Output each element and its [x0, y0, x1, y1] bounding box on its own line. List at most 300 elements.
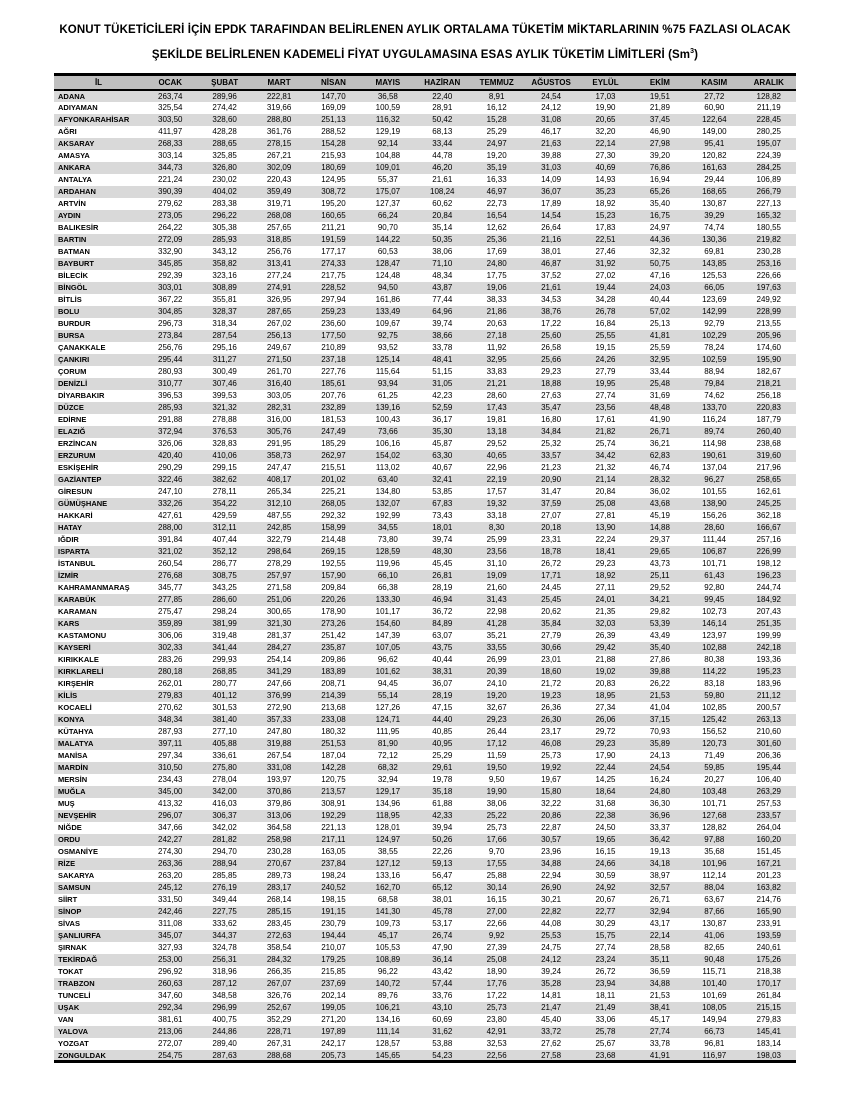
value-cell: 410,06: [212, 451, 237, 461]
value-cell: 299,93: [212, 655, 237, 665]
value-cell: 28,19: [432, 691, 453, 701]
value-cell: 55,14: [377, 691, 398, 701]
value-cell: 22,14: [649, 931, 670, 941]
value-cell: 210,07: [321, 943, 346, 953]
value-cell: 18,78: [541, 547, 562, 557]
value-cell: 32,32: [649, 247, 670, 257]
value-cell: 59,80: [704, 691, 725, 701]
value-cell: 90,48: [704, 955, 725, 965]
table-row: [54, 846, 796, 858]
province-name-cell: ESKİŞEHİR: [58, 463, 99, 473]
value-cell: 297,34: [158, 751, 183, 761]
value-cell: 321,30: [266, 619, 292, 629]
table-row: [54, 462, 796, 474]
value-cell: 17,61: [595, 415, 616, 425]
value-cell: 25,73: [486, 823, 507, 833]
value-cell: 296,07: [158, 811, 183, 821]
column-header: HAZİRAN: [415, 74, 469, 90]
value-cell: 23,01: [541, 655, 562, 665]
value-cell: 36,17: [432, 415, 453, 425]
value-cell: 41,91: [649, 1050, 670, 1060]
value-cell: 44,36: [649, 235, 670, 245]
value-cell: 39,20: [649, 151, 670, 161]
value-cell: 31,10: [486, 559, 507, 569]
value-cell: 106,21: [375, 1003, 401, 1013]
province-name-cell: BİNGÖL: [58, 283, 88, 293]
value-cell: 313,41: [266, 259, 292, 269]
table-row: [54, 330, 796, 342]
value-cell: 71,10: [432, 259, 453, 269]
value-cell: 316,00: [266, 415, 292, 425]
value-cell: 66,05: [704, 283, 725, 293]
value-cell: 183,89: [321, 667, 346, 677]
value-cell: 25,36: [486, 235, 507, 245]
value-cell: 61,43: [704, 571, 725, 581]
value-cell: 109,01: [375, 163, 401, 173]
value-cell: 154,02: [375, 451, 401, 461]
column-header: İL: [54, 74, 143, 90]
value-cell: 26,22: [649, 679, 670, 689]
province-name-cell: KARABÜK: [58, 595, 96, 605]
value-cell: 367,22: [158, 295, 183, 305]
value-cell: 27,34: [595, 703, 616, 713]
column-header: NİSAN: [306, 74, 360, 90]
value-cell: 240,61: [756, 943, 781, 953]
value-cell: 407,44: [212, 535, 237, 545]
column-header: MAYIS: [361, 74, 415, 90]
value-cell: 96,27: [704, 475, 725, 485]
value-cell: 27,11: [595, 583, 616, 593]
province-name-cell: KIRŞEHİR: [58, 679, 94, 689]
province-name-cell: HAKKARİ: [58, 511, 93, 521]
value-cell: 37,59: [541, 499, 562, 509]
value-cell: 214,76: [756, 895, 781, 905]
value-cell: 230,28: [266, 847, 292, 857]
value-cell: 192,99: [375, 511, 401, 521]
value-cell: 37,45: [649, 115, 670, 125]
value-cell: 257,53: [756, 799, 781, 809]
table-row: [54, 1038, 796, 1050]
value-cell: 19,90: [595, 103, 616, 113]
value-cell: 162,61: [756, 487, 781, 497]
value-cell: 31,03: [541, 163, 562, 173]
value-cell: 397,11: [158, 739, 183, 749]
value-cell: 34,18: [649, 859, 670, 869]
value-cell: 59,85: [704, 763, 725, 773]
value-cell: 26,71: [649, 895, 670, 905]
value-cell: 249,92: [756, 295, 781, 305]
table-row: [54, 750, 796, 762]
value-cell: 65,26: [649, 187, 670, 197]
value-cell: 296,99: [212, 1003, 237, 1013]
value-cell: 21,53: [649, 991, 670, 1001]
column-header: AĞUSTOS: [524, 74, 578, 90]
value-cell: 24,66: [595, 859, 616, 869]
value-cell: 24,80: [486, 259, 507, 269]
value-cell: 487,55: [266, 511, 292, 521]
value-cell: 247,10: [158, 487, 183, 497]
value-cell: 27,74: [595, 943, 616, 953]
province-name-cell: KARAMAN: [58, 607, 97, 617]
value-cell: 55,37: [377, 175, 398, 185]
value-cell: 19,06: [486, 283, 507, 293]
value-cell: 187,79: [756, 415, 781, 425]
table-row: [54, 594, 796, 606]
value-cell: 26,30: [541, 715, 562, 725]
value-cell: 80,38: [704, 655, 725, 665]
value-cell: 44,40: [432, 715, 453, 725]
value-cell: 376,99: [266, 691, 292, 701]
value-cell: 35,11: [650, 955, 670, 965]
value-cell: 19,95: [595, 379, 616, 389]
value-cell: 318,85: [266, 235, 292, 245]
value-cell: 40,85: [432, 727, 453, 737]
value-cell: 27,58: [541, 1050, 562, 1060]
value-cell: 145,41: [756, 1027, 781, 1037]
value-cell: 280,18: [158, 667, 183, 677]
value-cell: 358,73: [266, 451, 292, 461]
value-cell: 21,16: [541, 235, 562, 245]
value-cell: 16,24: [649, 775, 670, 785]
value-cell: 20,18: [541, 523, 562, 533]
value-cell: 20,83: [595, 679, 616, 689]
value-cell: 254,75: [158, 1050, 183, 1060]
value-cell: 22,51: [595, 235, 616, 245]
table-row: [54, 582, 796, 594]
value-cell: 376,53: [212, 427, 237, 437]
value-cell: 149,00: [702, 127, 727, 137]
value-cell: 95,41: [704, 139, 725, 149]
value-cell: 20,84: [595, 487, 616, 497]
value-cell: 37,15: [649, 715, 670, 725]
table-row: [54, 474, 796, 486]
value-cell: 88,04: [704, 883, 725, 893]
value-cell: 82,65: [704, 943, 725, 953]
table-row: [54, 906, 796, 918]
value-cell: 199,05: [321, 1003, 346, 1013]
value-cell: 11,59: [486, 751, 507, 761]
province-name-cell: VAN: [58, 1015, 74, 1025]
table-row: [54, 522, 796, 534]
value-cell: 45,78: [432, 907, 453, 917]
value-cell: 13,18: [486, 427, 507, 437]
value-cell: 46,17: [541, 127, 562, 137]
table-row: [54, 198, 796, 210]
value-cell: 221,13: [321, 823, 346, 833]
table-row: [54, 162, 796, 174]
value-cell: 120,73: [702, 739, 727, 749]
value-cell: 205,96: [756, 331, 781, 341]
value-cell: 35,47: [541, 403, 562, 413]
table-row: [54, 810, 796, 822]
table-row: [54, 1050, 796, 1062]
value-cell: 310,50: [158, 763, 183, 773]
value-cell: 19,67: [541, 775, 562, 785]
value-cell: 101,71: [702, 799, 727, 809]
superscript-3: 3: [690, 48, 695, 55]
value-cell: 127,26: [375, 703, 401, 713]
value-cell: 267,21: [266, 151, 292, 161]
value-cell: 24,45: [541, 583, 562, 593]
value-cell: 113,02: [375, 463, 400, 473]
value-cell: 276,19: [212, 883, 237, 893]
value-cell: 341,29: [266, 667, 292, 677]
value-cell: 12,62: [486, 223, 507, 233]
value-cell: 336,61: [212, 751, 237, 761]
value-cell: 21,82: [595, 427, 616, 437]
value-cell: 16,94: [649, 175, 670, 185]
value-cell: 22,94: [541, 871, 562, 881]
value-cell: 242,17: [321, 1039, 346, 1049]
province-name-cell: SİNOP: [58, 907, 82, 917]
value-cell: 296,22: [212, 211, 237, 221]
value-cell: 48,34: [432, 271, 453, 281]
value-cell: 41,90: [649, 415, 670, 425]
value-cell: 114,22: [702, 667, 727, 677]
value-cell: 321,32: [212, 403, 237, 413]
value-cell: 147,39: [375, 631, 401, 641]
value-cell: 22,38: [595, 811, 616, 821]
value-cell: 257,16: [756, 535, 781, 545]
table-row: [54, 954, 796, 966]
value-cell: 92,79: [704, 319, 725, 329]
value-cell: 16,84: [595, 319, 616, 329]
value-cell: 57,02: [649, 307, 670, 317]
value-cell: 32,53: [486, 1039, 507, 1049]
value-cell: 17,83: [595, 223, 616, 233]
table-row: [54, 966, 796, 978]
table-row: [54, 930, 796, 942]
value-cell: 200,57: [756, 703, 781, 713]
value-cell: 352,12: [212, 547, 237, 557]
value-cell: 125,42: [702, 715, 727, 725]
value-cell: 323,16: [212, 271, 237, 281]
value-cell: 214,39: [321, 691, 346, 701]
value-cell: 316,40: [266, 379, 292, 389]
table-row: [54, 90, 796, 102]
value-cell: 182,67: [756, 367, 781, 377]
value-cell: 24,12: [541, 103, 562, 113]
table-row: [54, 834, 796, 846]
value-cell: 211,21: [321, 223, 346, 233]
value-cell: 328,83: [212, 439, 237, 449]
province-name-cell: GAZİANTEP: [58, 475, 102, 485]
value-cell: 287,12: [212, 979, 237, 989]
value-cell: 262,97: [321, 451, 346, 461]
value-cell: 230,02: [212, 175, 237, 185]
value-cell: 48,41: [432, 355, 453, 365]
value-cell: 283,26: [158, 655, 183, 665]
value-cell: 381,40: [212, 715, 237, 725]
value-cell: 345,07: [158, 931, 183, 941]
value-cell: 202,14: [321, 991, 346, 1001]
value-cell: 37,52: [541, 271, 562, 281]
value-cell: 116,97: [702, 1050, 727, 1060]
value-cell: 20,65: [595, 115, 616, 125]
value-cell: 345,00: [158, 787, 183, 797]
value-cell: 167,21: [756, 859, 781, 869]
value-cell: 35,40: [649, 643, 670, 653]
value-cell: 175,26: [756, 955, 781, 965]
value-cell: 21,61: [541, 283, 562, 293]
value-cell: 36,72: [432, 607, 453, 617]
value-cell: 143,85: [702, 259, 727, 269]
value-cell: 213,68: [321, 703, 346, 713]
value-cell: 303,14: [158, 151, 183, 161]
value-cell: 277,85: [158, 595, 183, 605]
value-cell: 93,52: [377, 343, 398, 353]
province-name-cell: ISPARTA: [58, 547, 90, 557]
table-row: [54, 402, 796, 414]
value-cell: 120,82: [702, 151, 727, 161]
value-cell: 104,88: [375, 151, 401, 161]
value-cell: 34,42: [595, 451, 616, 461]
value-cell: 144,22: [375, 235, 401, 245]
value-cell: 106,87: [702, 547, 727, 557]
value-cell: 287,54: [212, 331, 237, 341]
value-cell: 275,47: [158, 607, 183, 617]
value-cell: 233,08: [321, 715, 346, 725]
value-cell: 52,59: [432, 403, 453, 413]
value-cell: 21,61: [432, 175, 453, 185]
value-cell: 208,71: [321, 679, 346, 689]
value-cell: 47,90: [432, 943, 453, 953]
value-cell: 25,53: [541, 931, 562, 941]
value-cell: 191,59: [321, 235, 346, 245]
value-cell: 19,15: [595, 343, 616, 353]
page-title: [0, 20, 850, 66]
value-cell: 109,67: [375, 319, 401, 329]
value-cell: 24,13: [649, 751, 670, 761]
value-cell: 38,01: [541, 247, 562, 257]
table-row: [54, 894, 796, 906]
value-cell: 193,36: [756, 655, 781, 665]
value-cell: 45,19: [649, 511, 670, 521]
value-cell: 41,28: [486, 619, 507, 629]
value-cell: 404,02: [212, 187, 237, 197]
value-cell: 256,76: [266, 247, 292, 257]
value-cell: 21,21: [486, 379, 507, 389]
value-cell: 284,27: [266, 643, 292, 653]
value-cell: 39,29: [704, 211, 725, 221]
value-cell: 175,07: [375, 187, 401, 197]
value-cell: 26,74: [432, 931, 453, 941]
value-cell: 40,44: [649, 295, 670, 305]
value-cell: 17,43: [486, 403, 507, 413]
value-cell: 399,53: [212, 391, 237, 401]
value-cell: 358,54: [266, 943, 292, 953]
province-name-cell: ERZURUM: [58, 451, 96, 461]
value-cell: 233,91: [756, 919, 781, 929]
value-cell: 292,39: [158, 271, 183, 281]
value-cell: 15,75: [595, 931, 616, 941]
value-cell: 319,48: [212, 631, 237, 641]
value-cell: 25,29: [486, 127, 507, 137]
value-cell: 23,56: [486, 547, 507, 557]
province-name-cell: OSMANİYE: [58, 847, 99, 857]
value-cell: 127,68: [702, 811, 727, 821]
value-cell: 25,66: [541, 355, 562, 365]
value-cell: 22,98: [486, 607, 507, 617]
value-cell: 278,88: [212, 415, 237, 425]
value-cell: 33,18: [486, 511, 507, 521]
value-cell: 267,54: [266, 751, 292, 761]
value-cell: 23,17: [541, 727, 562, 737]
value-cell: 286,77: [212, 559, 237, 569]
value-cell: 29,37: [649, 535, 670, 545]
value-cell: 270,67: [266, 859, 292, 869]
value-cell: 312,10: [266, 499, 292, 509]
value-cell: 195,20: [321, 199, 346, 209]
value-cell: 67,83: [432, 499, 453, 509]
value-cell: 30,66: [541, 643, 562, 653]
value-cell: 300,65: [266, 607, 292, 617]
value-cell: 237,18: [321, 355, 346, 365]
table-row: [54, 822, 796, 834]
value-cell: 275,80: [212, 763, 237, 773]
value-cell: 291,95: [266, 439, 292, 449]
value-cell: 331,50: [158, 895, 183, 905]
table-row: [54, 270, 796, 282]
value-cell: 33,55: [486, 643, 507, 653]
value-cell: 72,12: [377, 751, 398, 761]
value-cell: 48,30: [432, 547, 453, 557]
value-cell: 264,22: [158, 223, 183, 233]
province-name-cell: KARS: [58, 619, 80, 629]
value-cell: 253,00: [158, 955, 183, 965]
value-cell: 20,27: [704, 775, 725, 785]
value-cell: 319,88: [266, 739, 292, 749]
table-row: [54, 378, 796, 390]
value-cell: 285,85: [212, 871, 237, 881]
column-header: TEMMUZ: [469, 74, 523, 90]
value-cell: 207,76: [321, 391, 346, 401]
value-cell: 308,72: [321, 187, 346, 197]
value-cell: 102,88: [702, 643, 727, 653]
value-cell: 228,52: [321, 283, 346, 293]
value-cell: 19,81: [486, 415, 507, 425]
province-name-cell: BURSA: [58, 331, 85, 341]
province-name-cell: NEVŞEHİR: [58, 811, 97, 821]
value-cell: 249,67: [266, 343, 292, 353]
value-cell: 288,52: [321, 127, 346, 137]
column-header: KASIM: [687, 74, 741, 90]
value-cell: 38,33: [486, 295, 507, 305]
value-cell: 40,44: [432, 655, 453, 665]
value-cell: 201,23: [756, 871, 781, 881]
value-cell: 302,09: [266, 163, 292, 173]
value-cell: 295,16: [212, 343, 237, 353]
value-cell: 19,78: [432, 775, 453, 785]
column-header: EYLÜL: [578, 74, 632, 90]
value-cell: 38,41: [649, 1003, 670, 1013]
value-cell: 169,09: [321, 103, 346, 113]
value-cell: 196,23: [756, 571, 781, 581]
value-cell: 242,18: [756, 643, 781, 653]
value-cell: 220,43: [266, 175, 292, 185]
column-header: EKİM: [633, 74, 687, 90]
value-cell: 123,69: [702, 295, 727, 305]
value-cell: 19,02: [595, 667, 616, 677]
value-cell: 46,97: [486, 187, 507, 197]
value-cell: 24,01: [595, 595, 616, 605]
value-cell: 245,12: [158, 883, 183, 893]
value-cell: 101,62: [375, 667, 401, 677]
province-name-cell: AFYONKARAHİSAR: [58, 115, 130, 125]
province-name-cell: GÜMÜŞHANE: [58, 499, 108, 509]
value-cell: 19,32: [486, 499, 507, 509]
value-cell: 36,02: [649, 487, 670, 497]
